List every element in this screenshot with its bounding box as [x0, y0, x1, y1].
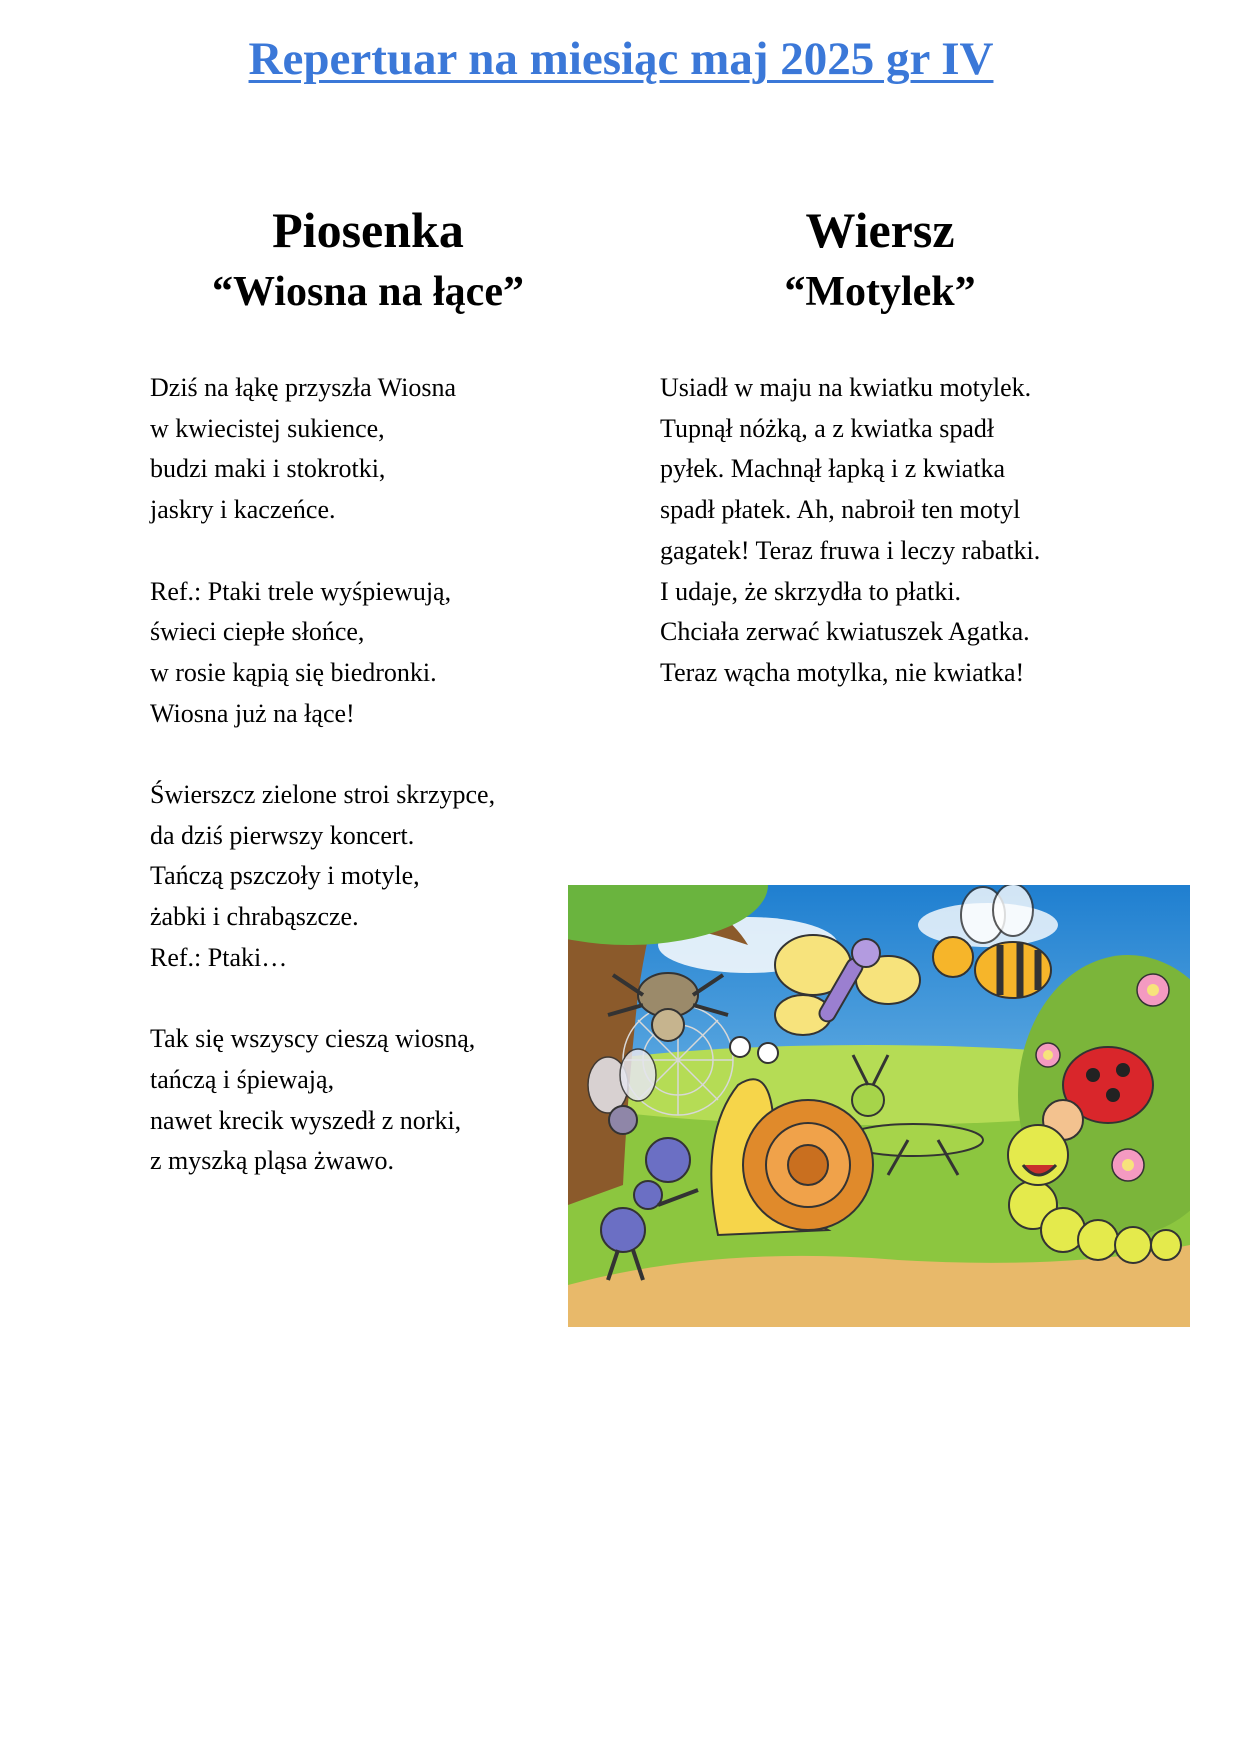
lyric-line: Wiosna już na łące!	[150, 698, 355, 728]
lyric-line: da dziś pierwszy koncert.	[150, 820, 415, 850]
lyric-line: świeci ciepłe słońce,	[150, 617, 365, 647]
poem-line: I udaje, że skrzydła to płatki.	[660, 576, 962, 606]
lyric-line: Ref.: Ptaki trele wyśpiewują,	[150, 576, 452, 606]
lyric-line: jaskry i kaczeńce.	[150, 495, 336, 525]
song-title: “Wiosna na łące”	[212, 269, 524, 315]
song-heading: Piosenka	[272, 202, 464, 258]
meadow-insects-illustration	[568, 885, 1190, 1327]
lyric-line: budzi maki i stokrotki,	[150, 454, 386, 484]
poem-line: Chciała zerwać kwiatuszek Agatka.	[660, 617, 1030, 647]
song-lyrics	[150, 368, 570, 1182]
poem-line: pyłek. Machnął łapką i z kwiatka	[660, 454, 1006, 484]
poem-line: gagatek! Teraz fruwa i leczy rabatki.	[660, 535, 1041, 565]
lyric-line: Dziś na łąkę przyszła Wiosna	[150, 373, 457, 402]
poem-title: “Motylek”	[784, 269, 976, 315]
lyric-line: w rosie kąpią się biedronki.	[150, 657, 437, 687]
lyric-line: Świerszcz zielone stroi skrzypce,	[150, 780, 496, 809]
lyric-line: Tańczą pszczoły i motyle,	[150, 861, 420, 891]
poem-line: spadł płatek. Ah, nabroił ten motyl	[660, 495, 1021, 525]
lyric-line: nawet krecik wyszedł z norki,	[150, 1105, 462, 1135]
poem-heading: Wiersz	[805, 202, 955, 258]
poem-header	[620, 200, 1140, 324]
page-title: Repertuar na miesiąc maj 2025 gr IV	[248, 33, 994, 85]
song-header	[108, 200, 628, 324]
song-stanza-2	[150, 775, 570, 979]
lyric-line: żabki i chrabąszcze.	[150, 902, 359, 932]
lyric-line: w kwiecistej sukience,	[150, 413, 385, 443]
poem-line: Usiadł w maju na kwiatku motylek.	[660, 373, 1032, 402]
lyric-line: tańczą i śpiewają,	[150, 1064, 335, 1094]
lyric-line: Tak się wszyscy cieszą wiosną,	[150, 1024, 476, 1054]
song-stanza-3	[150, 1019, 570, 1182]
lyric-line: z myszką pląsa żwawo.	[150, 1146, 395, 1176]
lyric-line: Ref.: Ptaki…	[150, 942, 288, 972]
song-refrain	[150, 572, 570, 735]
poem-line: Teraz wącha motylka, nie kwiatka!	[660, 657, 1025, 687]
poem-text	[660, 368, 1120, 694]
poem-line: Tupnął nóżką, a z kwiatka spadł	[660, 413, 995, 443]
song-stanza-1	[150, 368, 570, 531]
